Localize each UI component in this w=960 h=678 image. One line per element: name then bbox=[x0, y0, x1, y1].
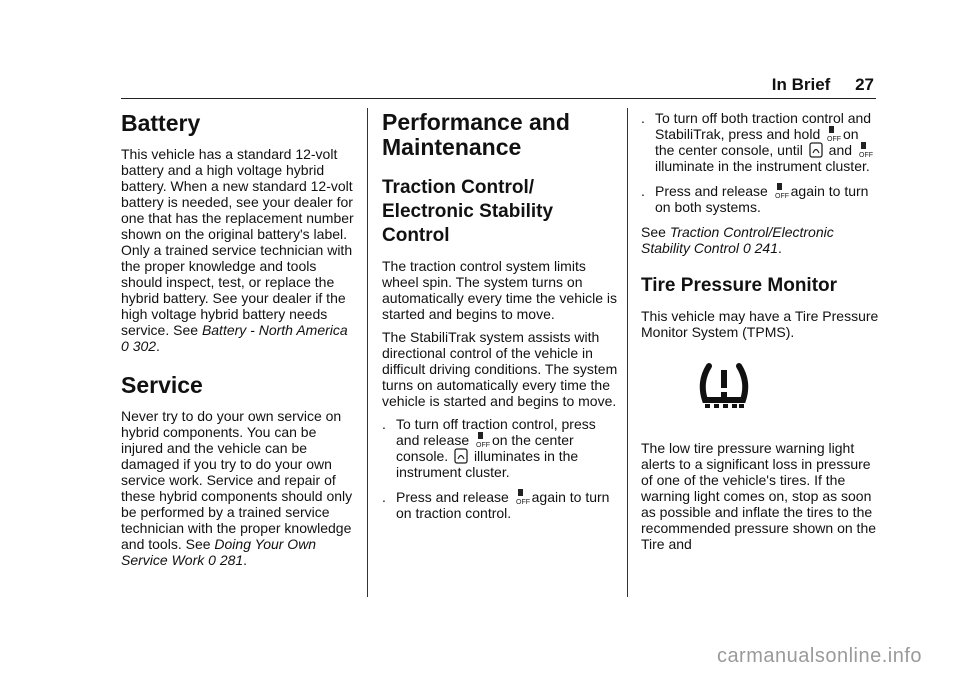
traction-paragraph-1: The traction control system limits wheel spin. The system turns on automatically every time the vehicle is started and begins to move. bbox=[382, 258, 617, 322]
traction-off-button-icon bbox=[475, 432, 491, 449]
see-reference: See Traction Control/Electronic Stability Control 0 241. bbox=[641, 224, 834, 256]
service-heading: Service bbox=[121, 372, 203, 398]
tpms-paragraph-2: The low tire pressure warning light alerts to a significant loss in pressure of one of the vehicle's tires. If the warning light comes on, stop as soon as possible and inflate the tires to the recommended pressure shown on the Tire and bbox=[641, 440, 877, 552]
battery-heading: Battery bbox=[121, 110, 201, 136]
performance-heading: Performance and Maintenance bbox=[382, 109, 570, 160]
traction-indicator-icon bbox=[809, 142, 823, 158]
svg-text:OFF: OFF bbox=[476, 442, 491, 449]
service-paragraph: Never try to do your own service on hybrid components. You can be injured and the vehicle can be damaged if you try to do your own service work. Service and repair of these hybrid components should only be performed by a trained service technician with the proper knowledge and tools. See Doing Your Own Service Work 0 281. bbox=[121, 408, 353, 568]
column-1 bbox=[121, 110, 359, 575]
traction-off-button-icon bbox=[826, 126, 842, 143]
traction-heading: Traction Control/ Electronic Stability Control bbox=[382, 177, 554, 246]
list-item: . Press and release OFF again to turn on traction control. bbox=[382, 489, 610, 521]
page-number: 27 bbox=[855, 75, 874, 94]
service-link[interactable]: Doing Your Own Service Work 0 281 bbox=[121, 536, 317, 568]
tire-pressure-warning-icon bbox=[695, 362, 753, 412]
column-3 bbox=[641, 110, 879, 559]
svg-text:OFF: OFF bbox=[774, 193, 789, 200]
list-item: . To turn off both traction control and StabiliTrak, press and hold OFF on the center console, until and OFF illuminate in the instrument cluster. bbox=[641, 110, 873, 174]
page-header bbox=[772, 75, 874, 95]
column-divider bbox=[627, 108, 628, 597]
list-item: . To turn off traction control, press and release OFF on the center console. illuminates in the instrument cluster. bbox=[382, 416, 596, 480]
tpms-heading: Tire Pressure Monitor bbox=[641, 275, 838, 296]
traction-off-button-icon bbox=[774, 183, 789, 200]
traction-link[interactable]: Traction Control/Electronic Stability Control 0 241 bbox=[641, 224, 834, 256]
battery-paragraph: This vehicle has a standard 12-volt battery and a high voltage hybrid battery. When a new standard 12-volt battery is needed, see your dealer for one that has the replacement number shown on the original battery's label. Only a trained service technician with the proper knowledge and tools should inspect, test, or replace the hybrid battery. See your dealer if the high voltage hybrid battery needs service. See Battery - North America 0 302. bbox=[121, 146, 354, 354]
traction-indicator-icon bbox=[454, 448, 468, 464]
traction-off-button-icon bbox=[515, 489, 530, 506]
svg-text:OFF: OFF bbox=[858, 152, 873, 159]
column-divider bbox=[367, 108, 368, 597]
watermark: carmanualsonline.info bbox=[716, 645, 922, 667]
list-item: . Press and release OFF again to turn on both systems. bbox=[641, 183, 869, 215]
battery-link[interactable]: Battery - North America 0 302 bbox=[121, 322, 348, 354]
traction-off-button-icon bbox=[858, 142, 873, 159]
column-2 bbox=[382, 110, 620, 530]
header-section: In Brief bbox=[771, 75, 831, 94]
traction-paragraph-2: The StabiliTrak system assists with directional control of the vehicle in difficult driving conditions. The system turns on automatically every time the vehicle is started and begins to move. bbox=[382, 329, 618, 409]
svg-text:OFF: OFF bbox=[827, 136, 842, 143]
tpms-paragraph-1: This vehicle may have a Tire Pressure Monitor System (TPMS). bbox=[641, 308, 879, 340]
header-rule bbox=[121, 98, 876, 99]
svg-text:OFF: OFF bbox=[515, 499, 530, 506]
